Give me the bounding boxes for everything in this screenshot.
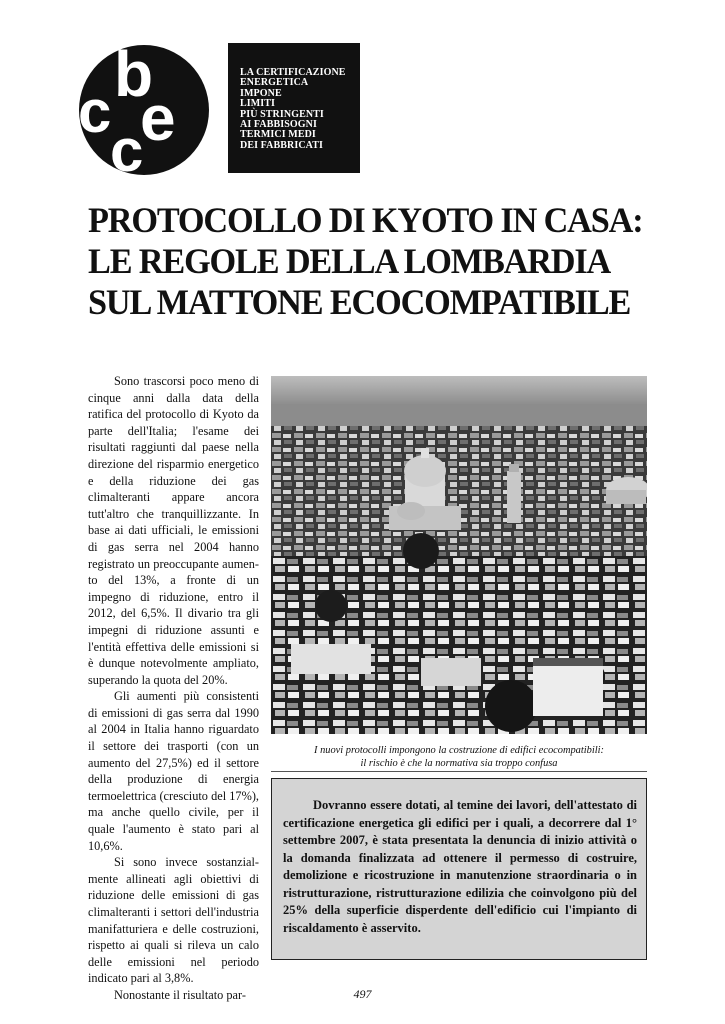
city-photo-image xyxy=(271,376,647,734)
tagline-line: ENERGETICA xyxy=(240,77,309,89)
tagline-box xyxy=(228,43,360,173)
logo-letter-e: e xyxy=(140,82,176,154)
tagline-line: PIÙ STRINGENTI xyxy=(240,108,324,120)
logo-letter-b: b xyxy=(114,44,154,110)
title-line: PROTOCOLLO DI KYOTO IN CASA: xyxy=(88,200,643,240)
title-line: LE REGOLE DELLA LOMBARDIA xyxy=(88,241,611,281)
caption-line: il rischio è che la normativa sia troppo confusa xyxy=(360,758,558,770)
tagline-line: AI FABBISOGNI xyxy=(240,119,317,131)
title-line: SUL MATTONE ECOCOMPATIBILE xyxy=(88,282,631,322)
city-photo xyxy=(271,376,647,734)
body-column xyxy=(88,373,259,1004)
body-paragraph: Si sono invece sostanzialmente allineati agli obiettivi di riduzione delle emissioni di gas climalteranti i settori dell'industria manifatturiera e delle costruzioni, rispetto ai quali si rileva un calo delle emissioni nel periodo indicato pari al 3,8%. xyxy=(88,855,259,986)
tagline-line: DEI FABBRICATI xyxy=(240,139,323,151)
body-paragraph: Gli aumenti più consistenti di emissioni di gas serra dal 1990 al 2004 in Italia hanno riguardato il settore dei trasporti (con un aumento del 27,5%) ed il settore della produzione di energia termoelettrica (cresciuto del 17%), ma anche quello civile, per il quale l'aumento è stato pari al 10,6%. xyxy=(88,689,259,853)
body-paragraph: Nonostante il risultato par- xyxy=(114,987,246,1002)
logo-letter-c: c xyxy=(78,78,112,145)
caption-divider xyxy=(271,771,647,772)
page-number: 497 xyxy=(353,987,372,1001)
highlight-text: Dovranno essere dotati, al temine dei lavori, dell'attestato di certificazione energetica gli edifici per i quali, a decorrere dal 1° settembre 2007, è stata presentata la denuncia di inizio attività o la domanda finalizzata ad ottenere il permesso di costruire, demolizione e ricostruzione in manutenzione straordinaria o in ristrutturazione, ristrutturazione edilizia che coinvolgono più del 25% della superficie disperdente dell'edificio cui l'impianto di riscaldamento è asservito. xyxy=(283,798,637,935)
caption-line: I nuovi protocolli impongono la costruzione di edifici ecocompatibili: xyxy=(314,745,604,756)
tagline-line: TERMICI MEDI xyxy=(240,129,316,141)
photo-caption xyxy=(271,744,647,770)
bcec-logo xyxy=(78,44,210,176)
body-paragraph: Sono trascorsi poco meno di cinque anni dalla data della ratifica del protocollo di Kyoto da parte dell'Italia; l'esame dei risultati raggiunti dal paese nella direzione del risparmio energetico e della riduzione dei gas climalteranti appare ancora tutt'altro che tranquillizzante. In base ai dati ufficiali, le emissioni di gas serra nel 2004 hanno registrato un preoccupante aumento del 13%, a fronte di un impegno di riduzione, entro il 2012, del 6,5%. Il divario tra gli impegni di riduzione assunti e l'entità effettiva delle emissioni si è dunque notevolmente ampliato, superando la quota del 20%. xyxy=(88,374,259,687)
highlight-box xyxy=(271,778,647,960)
tagline-line: IMPONE xyxy=(240,87,282,99)
tagline-line: LA CERTIFICAZIONE xyxy=(240,67,346,78)
logo-letter-c2: c xyxy=(110,117,144,176)
article-title xyxy=(88,200,648,323)
tagline-line: LIMITI xyxy=(240,98,276,110)
